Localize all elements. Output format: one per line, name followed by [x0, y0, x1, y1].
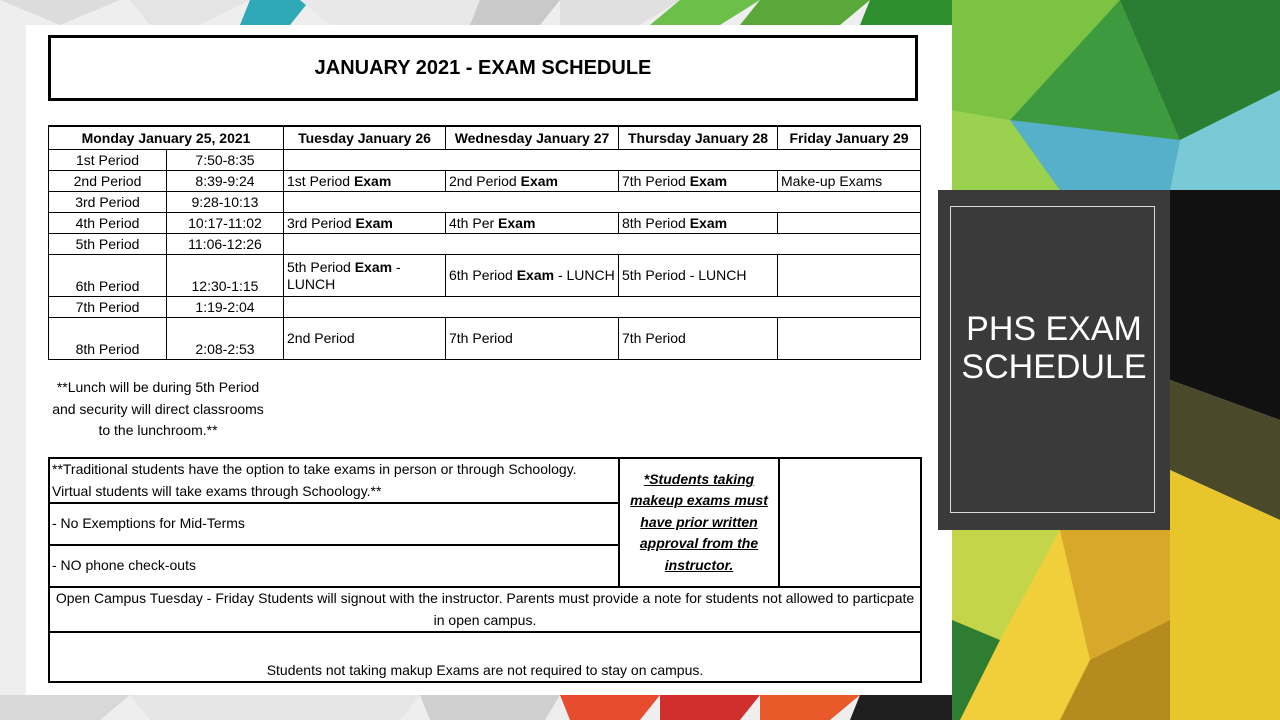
table-row — [49, 255, 921, 297]
exam-label: Exam — [689, 172, 728, 189]
notes-table — [48, 457, 922, 683]
table-row — [49, 192, 921, 213]
makeup-exams-note: *Students taking makeup exams must have prior written approval from the instructor. — [619, 458, 779, 587]
wednesday-exam-cell — [446, 171, 619, 192]
exam-period-text: 3rd Period — [287, 214, 356, 231]
time-cell: 2:08-2:53 — [167, 318, 284, 360]
wednesday-exam-cell — [446, 213, 619, 234]
period-cell: 1st Period — [49, 150, 167, 171]
header-friday: Friday January 29 — [778, 126, 921, 150]
header-thursday: Thursday January 28 — [619, 126, 778, 150]
table-row — [49, 234, 921, 255]
lunch-note: **Lunch will be during 5th Period and security will direct classrooms to the lunchroom.** — [52, 379, 264, 438]
friday-exam-cell — [778, 318, 921, 360]
exam-schedule-table — [48, 125, 921, 360]
lunch-text: - LUNCH — [287, 258, 401, 292]
exam-label: Exam — [689, 214, 728, 231]
header-monday: Monday January 25, 2021 — [49, 126, 284, 150]
thursday-exam-cell: 5th Period - LUNCH — [619, 255, 778, 297]
schedule-header-row — [49, 126, 921, 150]
table-row — [49, 297, 921, 318]
time-cell: 8:39-9:24 — [167, 171, 284, 192]
period-cell: 7th Period — [49, 297, 167, 318]
header-tuesday: Tuesday January 26 — [284, 126, 446, 150]
time-cell: 12:30-1:15 — [167, 255, 284, 297]
open-campus-note: Open Campus Tuesday - Friday Students will signout with the instructor. Parents must provide a note for students not allowed to particpate in open campus. — [49, 587, 921, 632]
exam-label: Exam — [498, 214, 536, 231]
empty-cell — [779, 458, 921, 587]
table-row — [49, 171, 921, 192]
period-cell: 2nd Period — [49, 171, 167, 192]
document-title: JANUARY 2021 - EXAM SCHEDULE — [48, 35, 918, 101]
tuesday-exam-cell: 2nd Period — [284, 318, 446, 360]
thursday-exam-cell: 7th Period — [619, 318, 778, 360]
period-cell: 5th Period — [49, 234, 167, 255]
notes-row — [49, 632, 921, 682]
friday-exam-cell: Make-up Exams — [778, 171, 921, 192]
no-phone-checkouts-note: - NO phone check-outs — [49, 545, 619, 587]
traditional-students-note: **Traditional students have the option to take exams in person or through Schoology. Virtual students will take exams through Schoology.** — [49, 458, 619, 503]
time-cell: 7:50-8:35 — [167, 150, 284, 171]
notes-row — [49, 458, 921, 503]
period-cell: 4th Period — [49, 213, 167, 234]
wednesday-exam-cell: 7th Period — [446, 318, 619, 360]
exam-schedule-document — [26, 25, 952, 695]
tuesday-exam-cell — [284, 213, 446, 234]
header-wednesday: Wednesday January 27 — [446, 126, 619, 150]
empty-cell — [284, 192, 921, 213]
exam-period-text: 8th Period — [622, 214, 690, 231]
exam-label: Exam — [354, 258, 393, 275]
exam-period-text: 7th Period — [622, 172, 690, 189]
exam-label: Exam — [520, 172, 558, 189]
time-cell: 11:06-12:26 — [167, 234, 284, 255]
no-exemptions-note: - No Exemptions for Mid-Terms — [49, 503, 619, 545]
tuesday-exam-cell — [284, 255, 446, 297]
time-cell: 9:28-10:13 — [167, 192, 284, 213]
lunch-text: - LUNCH — [554, 267, 615, 283]
title-panel — [938, 190, 1170, 530]
empty-cell — [284, 234, 921, 255]
empty-cell — [284, 297, 921, 318]
exam-period-text: 4th Per — [449, 214, 499, 231]
table-row — [49, 150, 921, 171]
time-cell: 10:17-11:02 — [167, 213, 284, 234]
friday-exam-cell — [778, 255, 921, 297]
slide-title: PHS EXAM SCHEDULE — [961, 310, 1147, 386]
friday-exam-cell — [778, 213, 921, 234]
wednesday-exam-cell — [446, 255, 619, 297]
table-row — [49, 213, 921, 234]
campus-stay-note: Students not taking makup Exams are not required to stay on campus. — [49, 632, 921, 682]
notes-row — [49, 587, 921, 632]
tuesday-exam-cell — [284, 171, 446, 192]
table-row — [49, 318, 921, 360]
exam-period-text: 6th Period — [449, 267, 517, 283]
thursday-exam-cell — [619, 213, 778, 234]
time-cell: 1:19-2:04 — [167, 297, 284, 318]
exam-label: Exam — [355, 214, 393, 231]
empty-cell — [284, 150, 921, 171]
exam-label: Exam — [516, 267, 555, 283]
thursday-exam-cell — [619, 171, 778, 192]
period-cell: 6th Period — [49, 255, 167, 297]
exam-label: Exam — [353, 172, 392, 189]
exam-period-text: 5th Period — [287, 258, 355, 275]
exam-period-text: 1st Period — [287, 172, 354, 189]
period-cell: 3rd Period — [49, 192, 167, 213]
period-cell: 8th Period — [49, 318, 167, 360]
exam-period-text: 2nd Period — [449, 172, 521, 189]
